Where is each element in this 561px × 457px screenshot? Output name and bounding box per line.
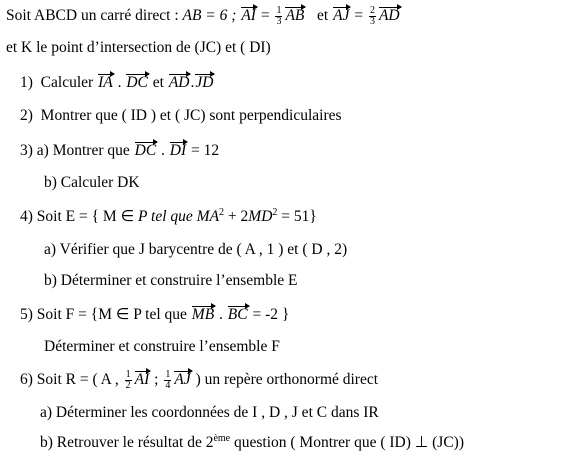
question-5 <box>20 305 289 325</box>
vector-ai: AI <box>241 7 256 25</box>
plus-term: + 2 <box>224 208 249 225</box>
vector-mb: MB <box>191 306 215 323</box>
question-result: = 51} <box>277 208 317 225</box>
ma-term: MA <box>196 208 220 225</box>
question-text: 4) Soit E = { M ∈ <box>20 208 138 225</box>
question-3b: b) Calculer DK <box>44 174 140 191</box>
fraction-two-thirds: $\frac{2}{3}$ <box>369 5 375 27</box>
dot-operator: . <box>157 142 169 159</box>
vector-ad: AD <box>378 7 400 25</box>
question-4b: b) Déterminer et construire l’ensemble E <box>44 272 298 289</box>
ab-length: AB = 6 ; <box>182 7 237 25</box>
question-text: 5) Soit F = {M ∈ P tel que <box>20 306 191 323</box>
question-text: b) Retrouver le résultat de 2 <box>40 434 214 451</box>
question-6a: a) Déterminer les coordonnées de I , D , J et C dans IR <box>40 404 379 421</box>
fraction-one-quarter: $\frac{1}{4}$ <box>165 369 171 391</box>
intro-text: Soit ABCD un carré direct : <box>6 7 183 25</box>
fraction-one-third: $\frac{1}{3}$ <box>276 5 282 27</box>
question-4 <box>20 207 317 227</box>
question-2 <box>20 106 342 126</box>
question-text: 3) a) Montrer que <box>20 142 134 159</box>
question-4a: a) Vérifier que J barycentre de ( A , 1 ) et ( D , 2) <box>44 241 348 258</box>
vector-dc: DC <box>134 142 157 159</box>
and-word: et <box>148 74 168 91</box>
vector-dc: DC <box>126 74 148 91</box>
question-result: = -2 } <box>248 306 290 323</box>
question-text: Calculer <box>40 74 98 91</box>
intro-line-2: et K le point d’intersection de (JC) et ( DI) <box>6 39 271 56</box>
md-term: MD <box>248 208 273 225</box>
question-6b <box>40 433 464 453</box>
question-1 <box>20 73 214 93</box>
question-result: ) un repère orthonormé direct <box>191 371 379 389</box>
vector-ia: IA <box>98 74 113 91</box>
dot-operator: . <box>190 74 195 91</box>
separator: ; <box>150 371 163 389</box>
vector-aj: AJ <box>174 371 191 389</box>
plane-symbol: P <box>137 208 148 225</box>
question-text: Montrer que ( ID ) et ( JC) sont perpendiculaires <box>40 107 342 124</box>
question-3a <box>20 141 219 161</box>
question-5-line-2: Déterminer et construire l’ensemble F <box>44 338 280 355</box>
question-number: 1) <box>20 74 33 91</box>
equals-sign: = <box>354 7 364 25</box>
ordinal-suffix: ème <box>213 432 231 444</box>
fraction-one-half: $\frac{1}{2}$ <box>125 369 131 391</box>
equals-sign: = <box>260 7 270 25</box>
vector-ad: AD <box>168 74 190 91</box>
vector-ai: AI <box>134 371 150 389</box>
intro-line-1 <box>6 6 401 27</box>
vector-di: DI <box>169 142 187 159</box>
dot-operator: . <box>117 74 122 91</box>
exponent: 2 <box>272 206 278 218</box>
dot-operator: . <box>215 306 227 323</box>
question-number: 2) <box>20 107 33 124</box>
question-result: question ( Montrer que ( ID) ⊥ (JC)) <box>230 434 465 451</box>
exponent: 2 <box>219 206 225 218</box>
vector-jd: JD <box>195 74 214 91</box>
question-result: = 12 <box>187 142 220 159</box>
vector-bc: BC <box>227 306 248 323</box>
question-text: 6) Soit R = ( A , <box>20 371 123 389</box>
question-6 <box>20 370 378 391</box>
and-word: et <box>317 7 329 25</box>
vector-aj: AJ <box>333 7 350 25</box>
vector-ab: AB <box>285 7 305 25</box>
condition-text: tel que <box>147 208 197 225</box>
